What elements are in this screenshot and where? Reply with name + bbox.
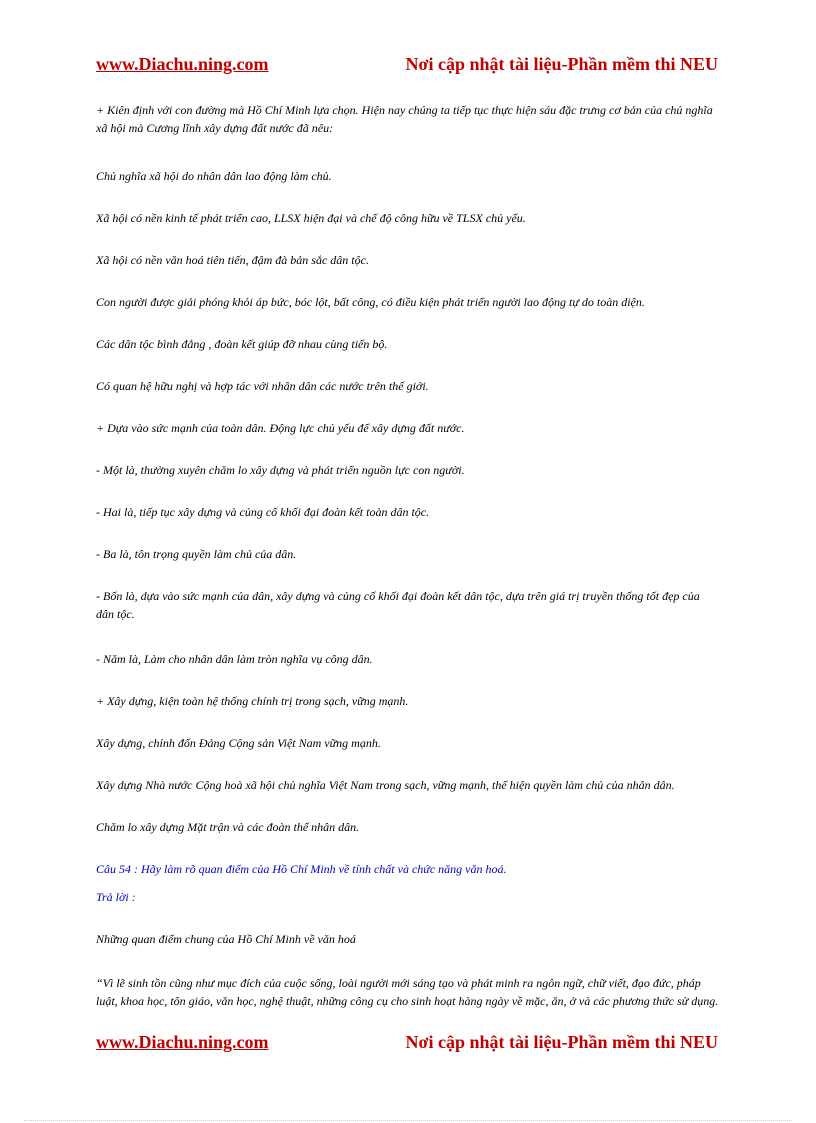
page-header — [96, 52, 718, 76]
paragraph-17: Chăm lo xây dựng Mặt trận và các đoàn thể nhân dân. — [96, 820, 360, 834]
paragraph-5: Con người được giải phóng khỏi áp bức, bóc lột, bất công, có điều kiện phát triển người lao động tự do toàn diện. — [96, 295, 645, 309]
paragraph-9: - Một là, thường xuyên chăm lo xây dựng và phát triển nguồn lực con người. — [96, 463, 465, 477]
header-site-link[interactable]: www.Diachu.ning.com — [96, 53, 269, 74]
quote-paragraph: “Vì lẽ sinh tồn cũng như mục đích của cuộc sống, loài người mới sáng tạo và phát minh ra ngôn ngữ, chữ viết, đạo đức, pháp luật, khoa học, tôn giáo, văn học, nghệ thuật, những công cụ cho sinh hoạt hàng ngày về mặc, ăn, ở và các phương thức sử dụng. — [96, 976, 719, 1008]
paragraph-12: - Bốn là, dựa vào sức mạnh của dân, xây dựng và củng cố khối đại đoàn kết dân tộc, dựa trên giá trị truyền thống tốt đẹp của dân tộc. — [96, 589, 700, 621]
footer-site-link[interactable]: www.Diachu.ning.com — [96, 1031, 269, 1052]
section-heading: Những quan điểm chung của Hồ Chí Minh về văn hoá — [96, 932, 356, 946]
paragraph-8: + Dựa vào sức mạnh của toàn dân. Động lực chủ yếu để xây dựng đất nước. — [96, 421, 465, 435]
paragraph-2: Chủ nghĩa xã hội do nhân dân lao động làm chủ. — [96, 169, 332, 183]
paragraph-13: - Năm là, Làm cho nhân dân làm tròn nghĩa vụ công dân. — [96, 652, 373, 666]
paragraph-4: Xã hội có nền văn hoá tiên tiến, đậm đà bản sắc dân tộc. — [96, 253, 369, 267]
paragraph-11: - Ba là, tôn trọng quyền làm chủ của dân. — [96, 547, 297, 561]
paragraph-7: Có quan hệ hữu nghị và hợp tác với nhân dân các nước trên thế giới. — [96, 379, 429, 393]
footer-tagline: Nơi cập nhật tài liệu-Phần mềm thi NEU — [405, 1031, 718, 1052]
page-footer — [96, 1030, 718, 1054]
header-tagline: Nơi cập nhật tài liệu-Phần mềm thi NEU — [405, 53, 718, 74]
answer-label: Trả lời : — [96, 890, 136, 904]
question-heading: Câu 54 : Hãy làm rõ quan điểm của Hồ Chí Minh về tính chất và chức năng văn hoá. — [96, 862, 507, 876]
paragraph-3: Xã hội có nền kinh tế phát triển cao, LLSX hiện đại và chế độ công hữu về TLSX chủ yếu. — [96, 211, 526, 225]
paragraph-6: Các dân tộc bình đẳng , đoàn kết giúp đỡ nhau cùng tiến bộ. — [96, 337, 388, 351]
page-bottom-divider — [24, 1120, 792, 1121]
paragraph-10: - Hai là, tiếp tục xây dựng và củng cố khối đại đoàn kết toàn dân tộc. — [96, 505, 430, 519]
paragraph-14: + Xây dựng, kiện toàn hệ thống chính trị trong sạch, vững mạnh. — [96, 694, 409, 708]
paragraph-15: Xây dựng, chỉnh đốn Đảng Cộng sản Việt Nam vững mạnh. — [96, 736, 381, 750]
paragraph-16: Xây dựng Nhà nước Cộng hoà xã hội chủ nghĩa Việt Nam trong sạch, vững mạnh, thể hiện quyền làm chủ của nhân dân. — [96, 778, 675, 792]
paragraph-1: + Kiên định với con đường mà Hồ Chí Minh lựa chọn. Hiện nay chúng ta tiếp tục thực hiện sáu đặc trưng cơ bản của chủ nghĩa xã hội mà Cương lĩnh xây dựng đất nước đã nêu: — [96, 103, 713, 135]
